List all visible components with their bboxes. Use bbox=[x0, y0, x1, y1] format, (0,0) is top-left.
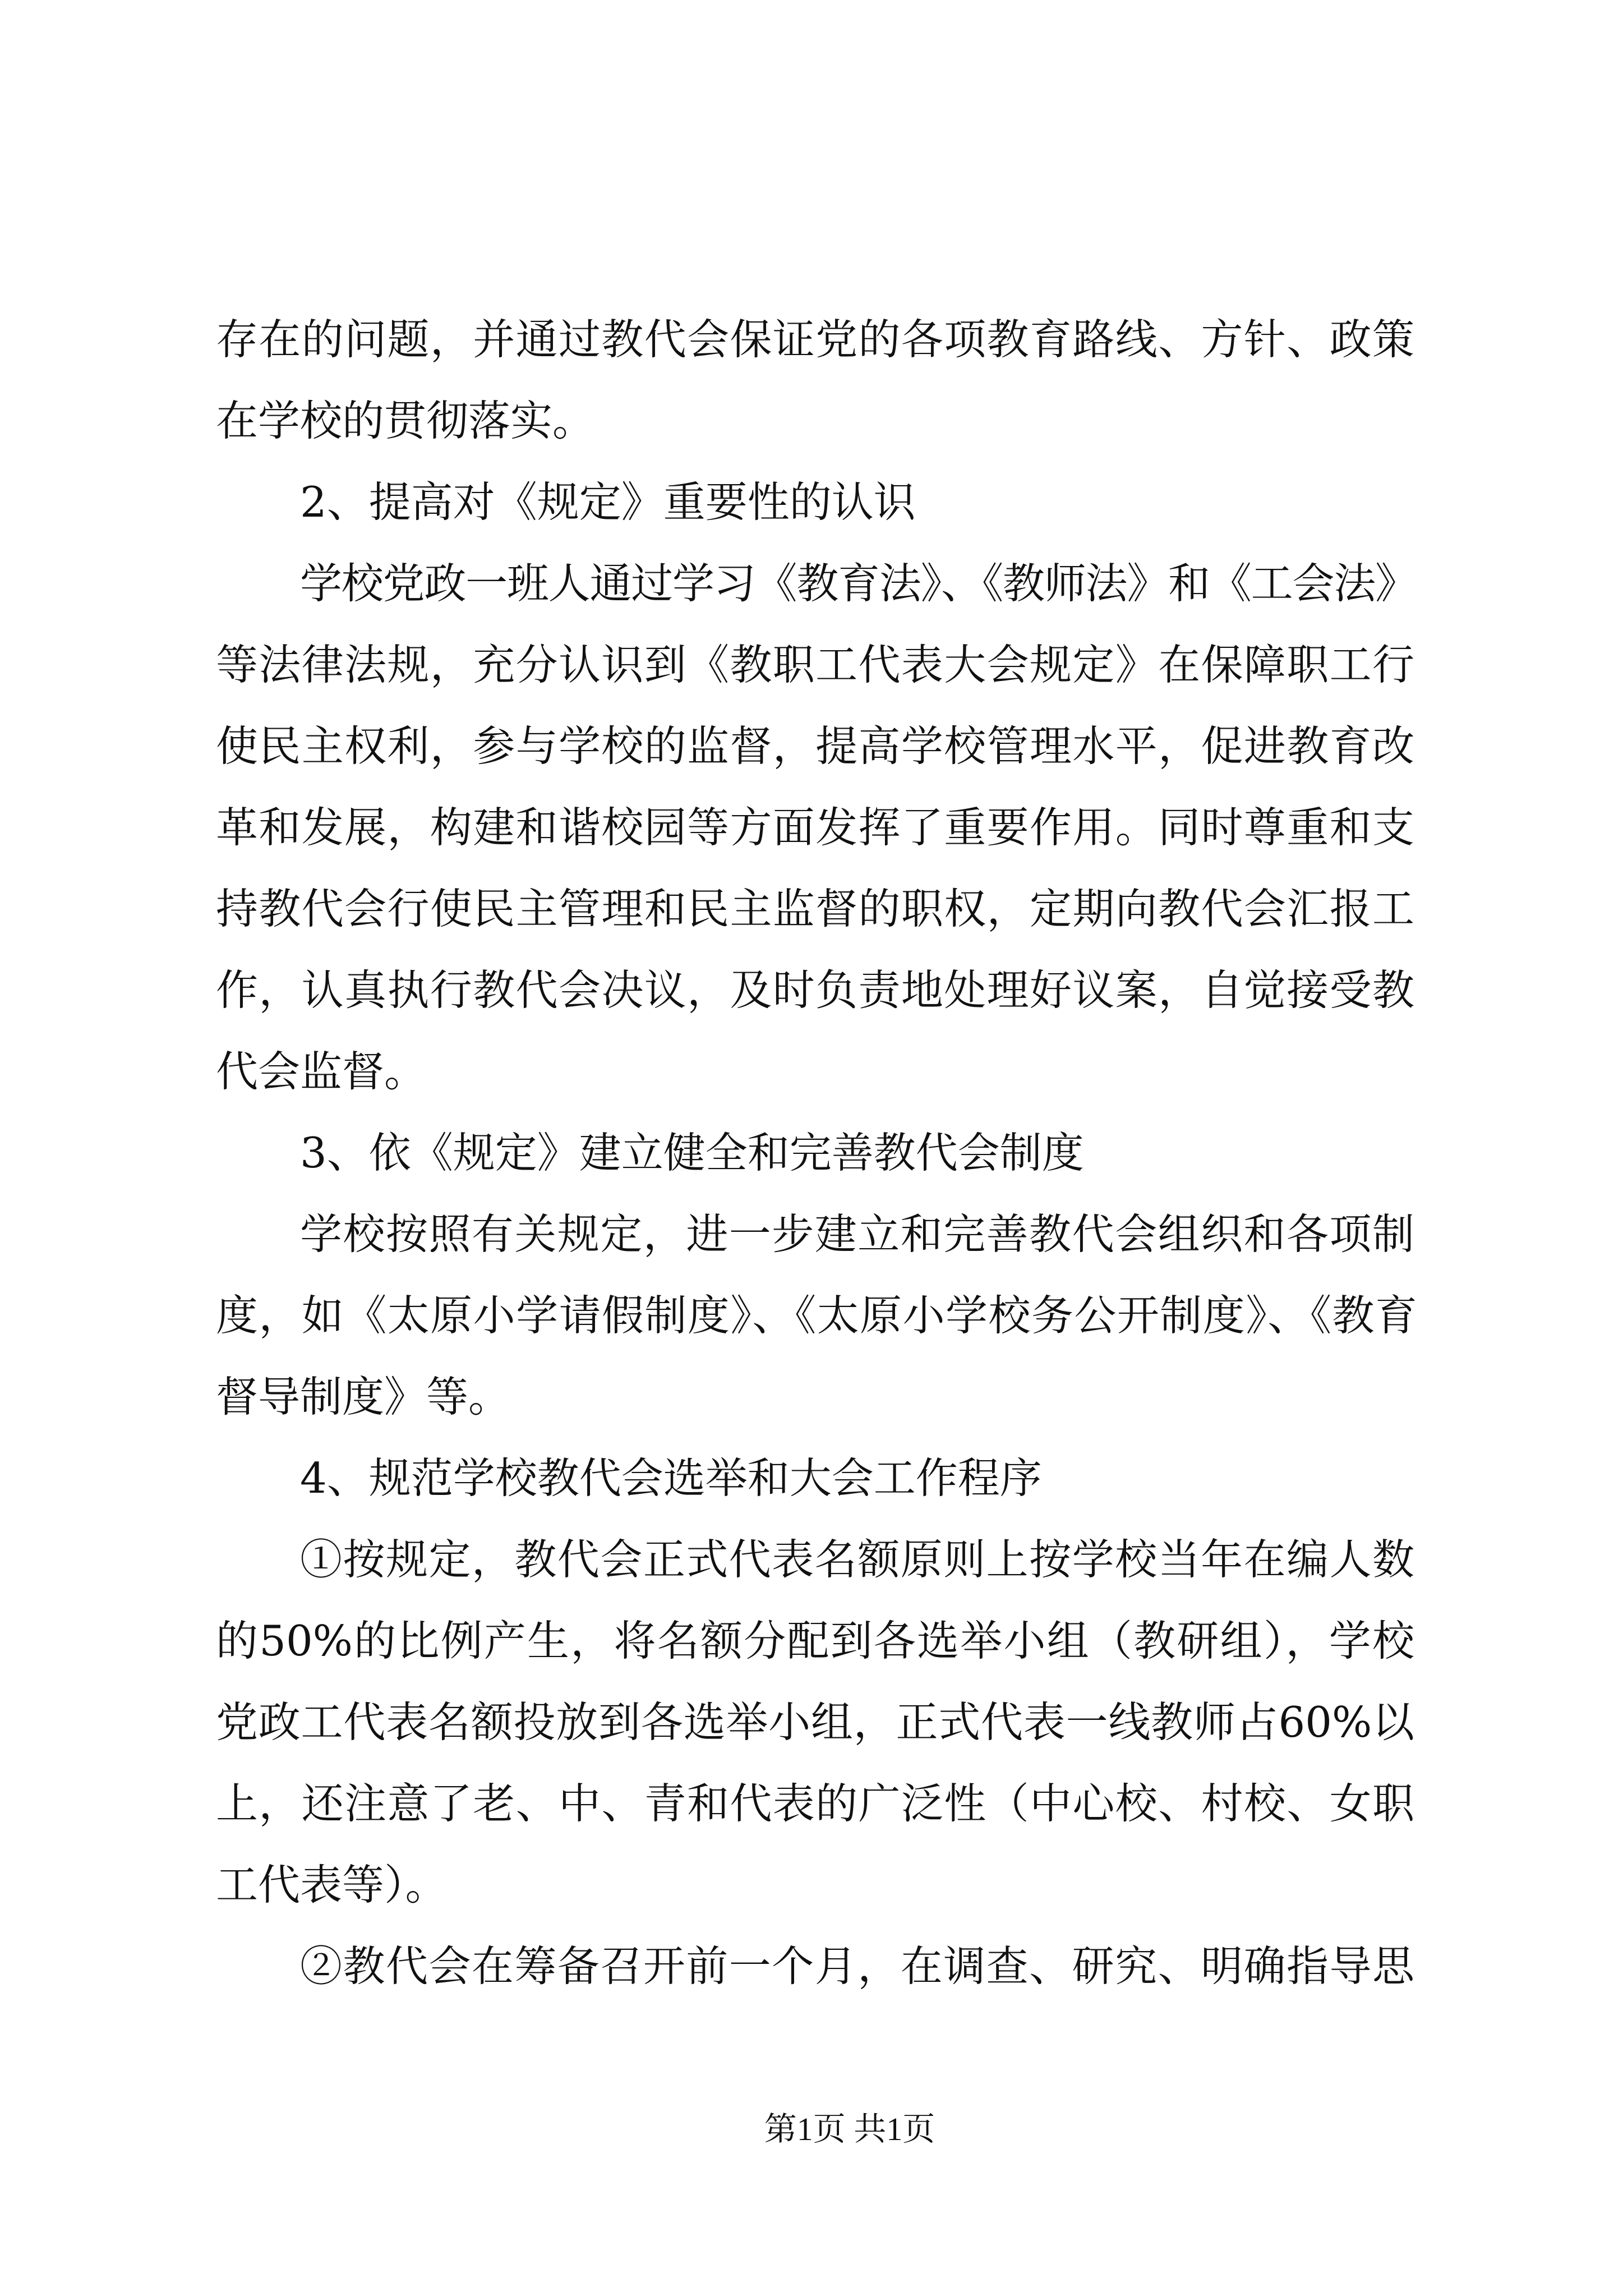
text-line: 存在的问题，并通过教代会保证党的各项教育路线、方针、政策 bbox=[216, 315, 1414, 364]
text-line: 督导制度》等。 bbox=[216, 1372, 511, 1421]
text-line: 上，还注意了老、中、青和代表的广泛性（中心校、村校、女职 bbox=[216, 1779, 1414, 1828]
text-line: 使民主权利，参与学校的监督，提高学校管理水平，促进教育改 bbox=[216, 721, 1414, 771]
text-line: 代会监督。 bbox=[216, 1047, 427, 1096]
section-heading: 4、规范学校教代会选举和大会工作程序 bbox=[300, 1453, 1042, 1503]
text-line: 作，认真执行教代会决议，及时负责地处理好议案，自觉接受教 bbox=[216, 965, 1414, 1015]
section-heading: 2、提高对《规定》重要性的认识 bbox=[300, 477, 916, 527]
body-text bbox=[216, 299, 1414, 2007]
text-line: 持教代会行使民主管理和民主监督的职权，定期向教代会汇报工 bbox=[216, 884, 1414, 933]
section-heading: 3、依《规定》建立健全和完善教代会制度 bbox=[300, 1128, 1084, 1177]
page-number-footer: 第1页 共1页 bbox=[764, 2111, 935, 2147]
text-line: 在学校的贯彻落实。 bbox=[216, 396, 595, 445]
text-line: 的50%的比例产生，将名额分配到各选举小组（教研组），学校 bbox=[216, 1616, 1414, 1665]
text-line: 工代表等）。 bbox=[216, 1860, 448, 1910]
text-line: 党政工代表名额投放到各选举小组，正式代表一线教师占60%以 bbox=[216, 1697, 1414, 1747]
text-line: ②教代会在筹备召开前一个月，在调查、研究、明确指导思 bbox=[300, 1941, 1414, 1991]
text-line: 学校按照有关规定，进一步建立和完善教代会组织和各项制 bbox=[300, 1209, 1414, 1259]
text-line: 度，如《太原小学请假制度》、《太原小学校务公开制度》、《教育 bbox=[216, 1291, 1414, 1340]
text-line: 等法律法规，充分认识到《教职工代表大会规定》在保障职工行 bbox=[216, 640, 1414, 689]
text-line: ①按规定，教代会正式代表名额原则上按学校当年在编人数 bbox=[300, 1535, 1414, 1584]
text-line: 学校党政一班人通过学习《教育法》、《教师法》和《工会法》 bbox=[300, 559, 1414, 608]
text-line: 革和发展，构建和谐校园等方面发挥了重要作用。同时尊重和支 bbox=[216, 803, 1414, 852]
